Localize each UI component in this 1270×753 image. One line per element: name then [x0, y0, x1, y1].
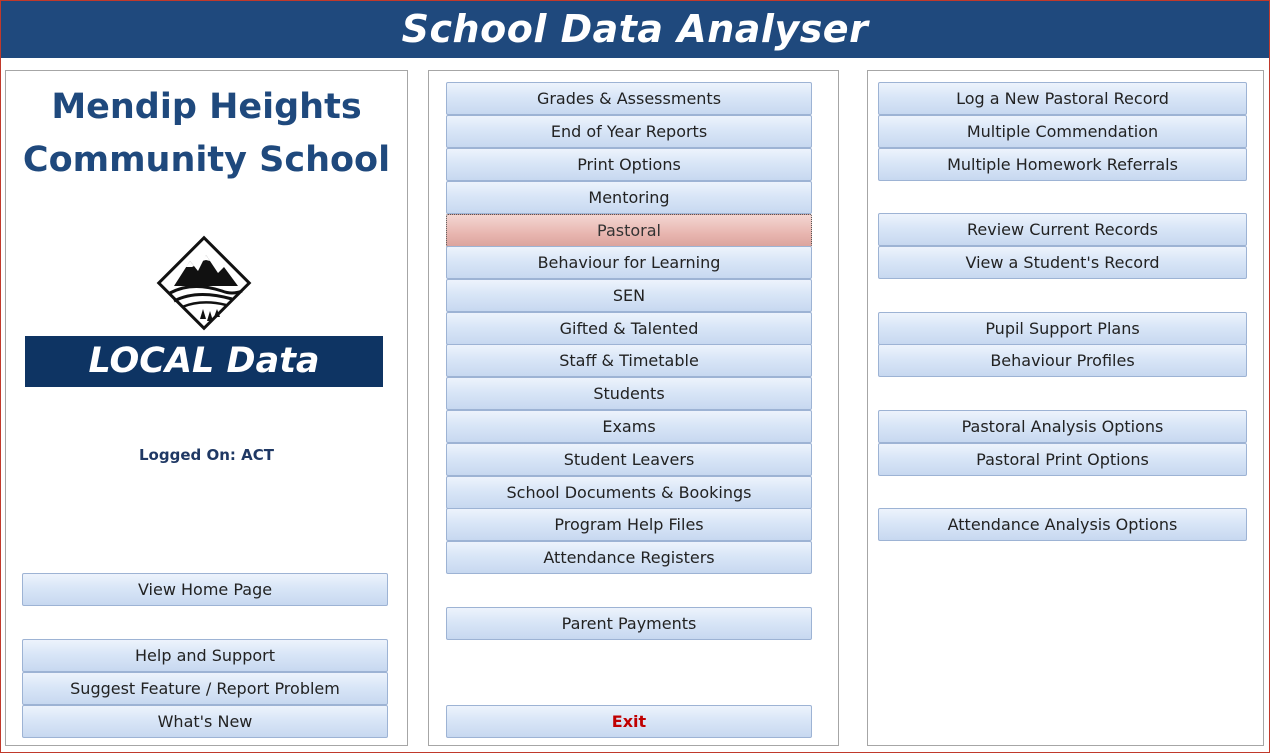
- parent-payments-button[interactable]: Parent Payments: [446, 607, 812, 640]
- menu-staff-timetable[interactable]: Staff & Timetable: [446, 344, 812, 377]
- view-student-record-button[interactable]: View a Student's Record: [878, 246, 1247, 279]
- menu-student-leavers[interactable]: Student Leavers: [446, 443, 812, 476]
- pastoral-print-options-button[interactable]: Pastoral Print Options: [878, 443, 1247, 476]
- pupil-support-plans-button[interactable]: Pupil Support Plans: [878, 312, 1247, 345]
- whats-new-button[interactable]: What's New: [22, 705, 388, 738]
- multiple-commendation-button[interactable]: Multiple Commendation: [878, 115, 1247, 148]
- view-home-page-button[interactable]: View Home Page: [22, 573, 388, 606]
- menu-program-help-files[interactable]: Program Help Files: [446, 508, 812, 541]
- school-name-line1: Mendip Heights: [51, 87, 362, 127]
- suggest-feature-button[interactable]: Suggest Feature / Report Problem: [22, 672, 388, 705]
- school-info-panel: [5, 70, 408, 746]
- menu-sen[interactable]: SEN: [446, 279, 812, 312]
- menu-school-documents-bookings[interactable]: School Documents & Bookings: [446, 476, 812, 509]
- behaviour-profiles-button[interactable]: Behaviour Profiles: [878, 344, 1247, 377]
- menu-end-of-year-reports[interactable]: End of Year Reports: [446, 115, 812, 148]
- main-menu-panel: [428, 70, 839, 746]
- menu-print-options[interactable]: Print Options: [446, 148, 812, 181]
- menu-grades-assessments[interactable]: Grades & Assessments: [446, 82, 812, 115]
- pastoral-analysis-options-button[interactable]: Pastoral Analysis Options: [878, 410, 1247, 443]
- school-name-line2: Community School: [22, 140, 391, 180]
- menu-behaviour-for-learning[interactable]: Behaviour for Learning: [446, 246, 812, 279]
- attendance-analysis-options-button[interactable]: Attendance Analysis Options: [878, 508, 1247, 541]
- menu-exams[interactable]: Exams: [446, 410, 812, 443]
- mountain-logo-icon: [152, 231, 256, 335]
- menu-gifted-talented[interactable]: Gifted & Talented: [446, 312, 812, 345]
- data-source-banner: LOCAL Data: [25, 336, 383, 387]
- menu-pastoral[interactable]: Pastoral: [446, 214, 812, 247]
- login-status: Logged On: ACT: [139, 446, 274, 464]
- menu-mentoring[interactable]: Mentoring: [446, 181, 812, 214]
- exit-button[interactable]: Exit: [446, 705, 812, 738]
- help-support-button[interactable]: Help and Support: [22, 639, 388, 672]
- app-title: School Data Analyser: [1, 1, 1269, 58]
- menu-students[interactable]: Students: [446, 377, 812, 410]
- pastoral-menu-panel: [867, 70, 1264, 746]
- log-new-pastoral-record-button[interactable]: Log a New Pastoral Record: [878, 82, 1247, 115]
- menu-attendance-registers[interactable]: Attendance Registers: [446, 541, 812, 574]
- multiple-homework-referrals-button[interactable]: Multiple Homework Referrals: [878, 148, 1247, 181]
- review-current-records-button[interactable]: Review Current Records: [878, 213, 1247, 246]
